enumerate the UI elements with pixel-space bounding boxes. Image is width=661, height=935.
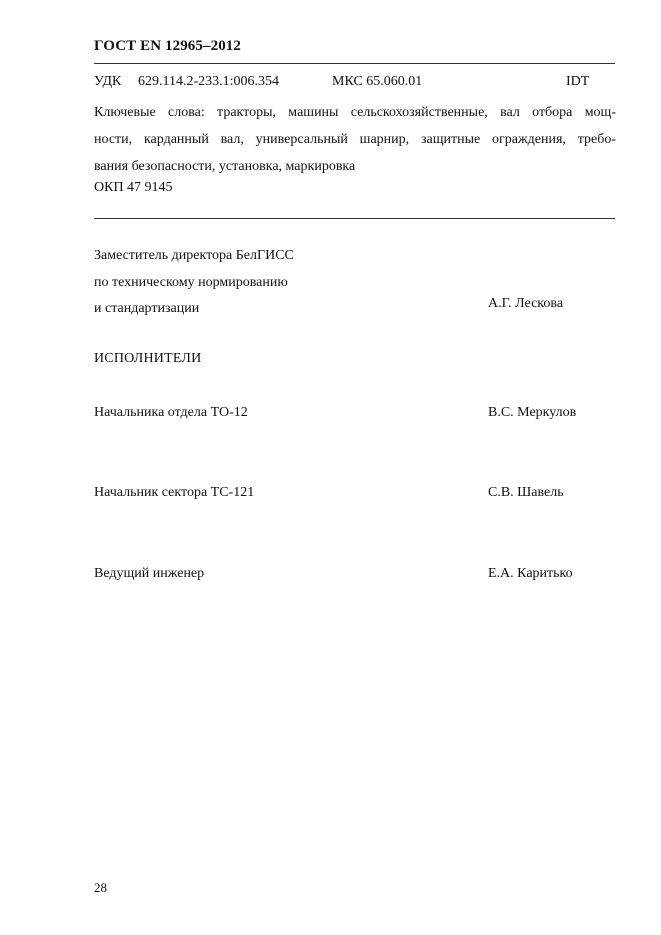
approver-title xyxy=(94,243,294,323)
udk-label: УДК xyxy=(94,74,122,89)
executor-role: Начальник сектора ТС-121 xyxy=(94,485,255,500)
approver-title-line: Заместитель директора БелГИСС xyxy=(94,248,294,263)
document-code: ГОСТ EN 12965–2012 xyxy=(94,38,241,54)
executor-role: Ведущий инженер xyxy=(94,566,205,581)
executors-heading: ИСПОЛНИТЕЛИ xyxy=(94,351,202,366)
classification-row xyxy=(94,74,615,92)
executor-name: С.В. Шавель xyxy=(488,485,564,500)
top-divider xyxy=(94,63,615,64)
page-number: 28 xyxy=(94,880,107,895)
idt-mark: IDT xyxy=(566,74,590,89)
keywords-block xyxy=(94,99,616,180)
keywords-line: ности, карданный вал, универсальный шарнир, защитные ограждения, требо- xyxy=(94,132,616,147)
udk-value: 629.114.2-233.1:006.354 xyxy=(138,74,280,89)
approver-title-line: и стандартизации xyxy=(94,301,200,316)
keywords-line: Ключевые слова: тракторы, машины сельскохозяйственные, вал отбора мощ- xyxy=(94,105,616,120)
executor-name: Е.А. Каритько xyxy=(488,566,573,581)
executor-name: В.С. Меркулов xyxy=(488,405,577,420)
approver-name: А.Г. Лескова xyxy=(488,296,564,311)
okp-code: ОКП 47 9145 xyxy=(94,180,173,195)
approver-title-line: по техническому нормированию xyxy=(94,274,288,290)
keywords-line: вания безопасности, установка, маркировка xyxy=(94,159,356,174)
mks-code: МКС 65.060.01 xyxy=(332,74,423,89)
executor-role: Начальника отдела ТО-12 xyxy=(94,405,248,420)
bottom-divider xyxy=(94,218,615,219)
